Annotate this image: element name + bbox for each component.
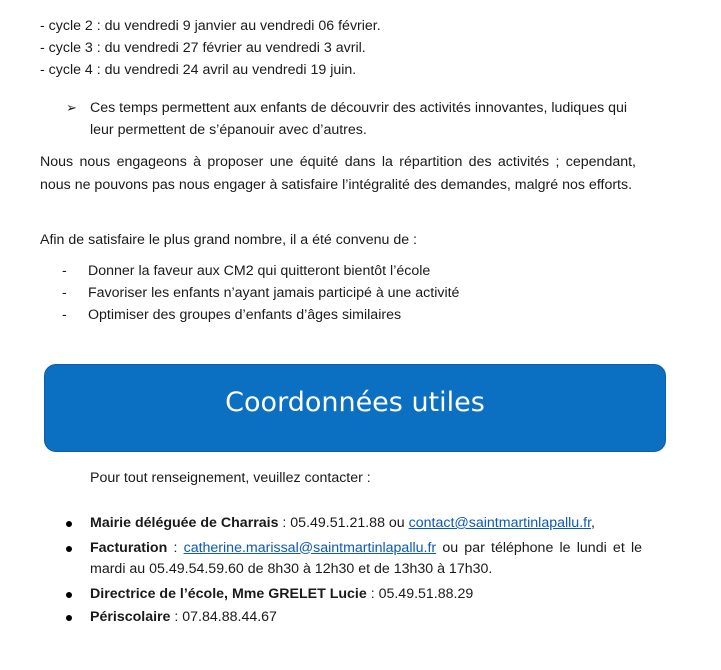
list-item-text: Donner la faveur aux CM2 qui quitteront bientôt l’école bbox=[88, 263, 431, 279]
list-item: - Donner la faveur aux CM2 qui quitteront bientôt l’école bbox=[62, 263, 431, 279]
contact-item-mairie bbox=[62, 513, 642, 535]
arrow-item-text: Ces temps permettent aux enfants de découvrir des activités innovantes, ludiques qui leur permettent de s’épanouir avec d’autres. bbox=[90, 100, 628, 138]
list-item: - Optimiser des groupes d’enfants d’âges similaires bbox=[62, 307, 402, 323]
bullet-icon bbox=[66, 546, 72, 552]
contact-phone: : 05.49.51.21.88 ou bbox=[278, 515, 409, 531]
email-link[interactable]: contact@saintmartinlapallu.fr bbox=[408, 515, 592, 531]
cycle-list bbox=[40, 16, 381, 82]
section-banner bbox=[44, 364, 666, 452]
intro-paragraph: Afin de satisfaire le plus grand nombre, il a été convenu de : bbox=[40, 232, 417, 248]
section-title: Coordonnées utiles bbox=[225, 386, 485, 418]
contact-item-directrice bbox=[62, 584, 642, 606]
contact-label: Directrice de l’école, Mme GRELET Lucie bbox=[90, 585, 367, 602]
list-item: - Favoriser les enfants n’ayant jamais participé à une activité bbox=[62, 285, 460, 301]
contact-label: Mairie déléguée de Charrais bbox=[90, 515, 279, 531]
contact-label: Facturation bbox=[90, 539, 168, 556]
contact-item-facturation bbox=[62, 538, 642, 581]
cycle-item: - cycle 4 : du vendredi 24 avril au vendredi 19 juin. bbox=[40, 62, 357, 78]
contact-label: Périscolaire bbox=[90, 609, 171, 625]
contact-list bbox=[62, 513, 642, 629]
list-item-text: Optimiser des groupes d’enfants d’âges similaires bbox=[88, 307, 402, 323]
contact-phone: : 05.49.51.88.29 bbox=[366, 585, 474, 602]
email-link[interactable]: catherine.marissal@saintmartinlapallu.fr bbox=[183, 539, 437, 556]
bullet-icon bbox=[66, 592, 72, 598]
rules-list bbox=[62, 260, 459, 326]
list-item-text: Favoriser les enfants n’ayant jamais participé à une activité bbox=[88, 285, 460, 301]
equity-paragraph: Nous nous engageons à proposer une équité dans la répartition des activités ; cependant, nous ne pouvons pas nous engager à satisfaire l’intégralité des demandes, malgré nos efforts. bbox=[40, 154, 636, 193]
cycle-item: - cycle 2 : du vendredi 9 janvier au vendredi 06 février. bbox=[40, 18, 381, 34]
contact-details: ou par téléphone le lundi et le mardi au 05.49.54.59.60 de 8h30 à 12h30 et de 13h30 à 17h30. bbox=[90, 539, 643, 577]
arrow-list-item bbox=[66, 97, 646, 141]
arrow-bullet-icon: ➢ bbox=[66, 100, 77, 115]
bullet-icon bbox=[66, 615, 72, 621]
cycle-item: - cycle 3 : du vendredi 27 février au vendredi 3 avril. bbox=[40, 40, 366, 56]
separator: : bbox=[167, 539, 184, 556]
bullet-icon bbox=[66, 521, 72, 527]
contact-intro: Pour tout renseignement, veuillez contacter : bbox=[90, 470, 371, 486]
contact-item-periscolaire bbox=[62, 607, 642, 629]
contact-phone: : 07.84.88.44.67 bbox=[170, 609, 277, 625]
punctuation: , bbox=[591, 515, 595, 531]
